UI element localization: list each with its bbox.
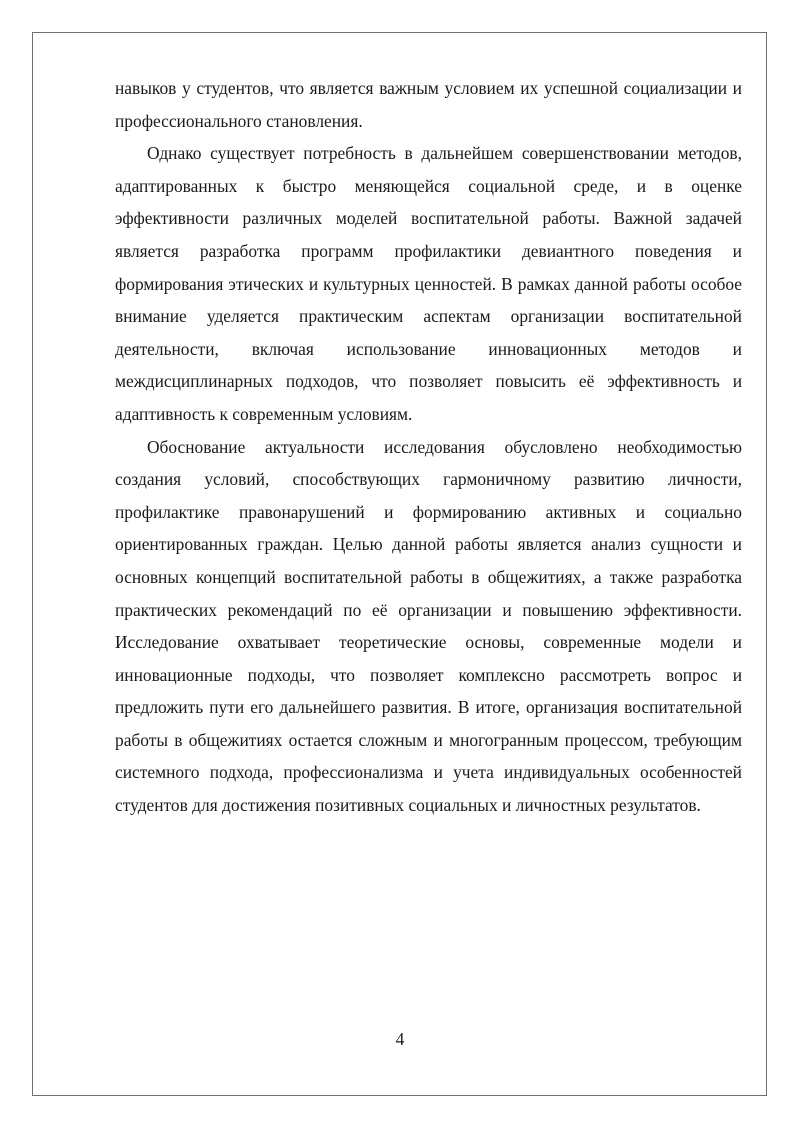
body-text [115,72,742,822]
paragraph-methods: Однако существует потребность в дальнейшем совершенствовании методов, адаптированных к быстро меняющейся социальной среде, и в оценке эффективности различных моделей воспитательной работы. Важной задачей является разработка программ профилактики девиантного поведения и формирования этических и культурных ценностей. В рамках данной работы особое внимание уделяется практическим аспектам организации воспитательной деятельности, включая использование инновационных методов и междисциплинарных подходов, что позволяет повысить её эффективность и адаптивность к современным условиям. [115,143,742,424]
paragraph-relevance: Обоснование актуальности исследования обусловлено необходимостью создания условий, способствующих гармоничному развитию личности, профилактике правонарушений и формированию активных и социально ориентированных граждан. Целью данной работы является анализ сущности и основных концепций воспитательной работы в общежитиях, а также разработка практических рекомендаций по её организации и повышению эффективности. Исследование охватывает теоретические основы, современные модели и инновационные подходы, что позволяет комплексно рассмотреть вопрос и предложить пути его дальнейшего развития. В итоге, организация воспитательной работы в общежитиях остается сложным и многогранным процессом, требующим системного подхода, профессионализма и учета индивидуальных особенностей студентов для достижения позитивных социальных и личностных результатов. [115,436,742,816]
paragraph-continuation: навыков у студентов, что является важным условием их успешной социализации и профессионального становления. [115,78,742,131]
page-number: 4 [395,1029,405,1049]
